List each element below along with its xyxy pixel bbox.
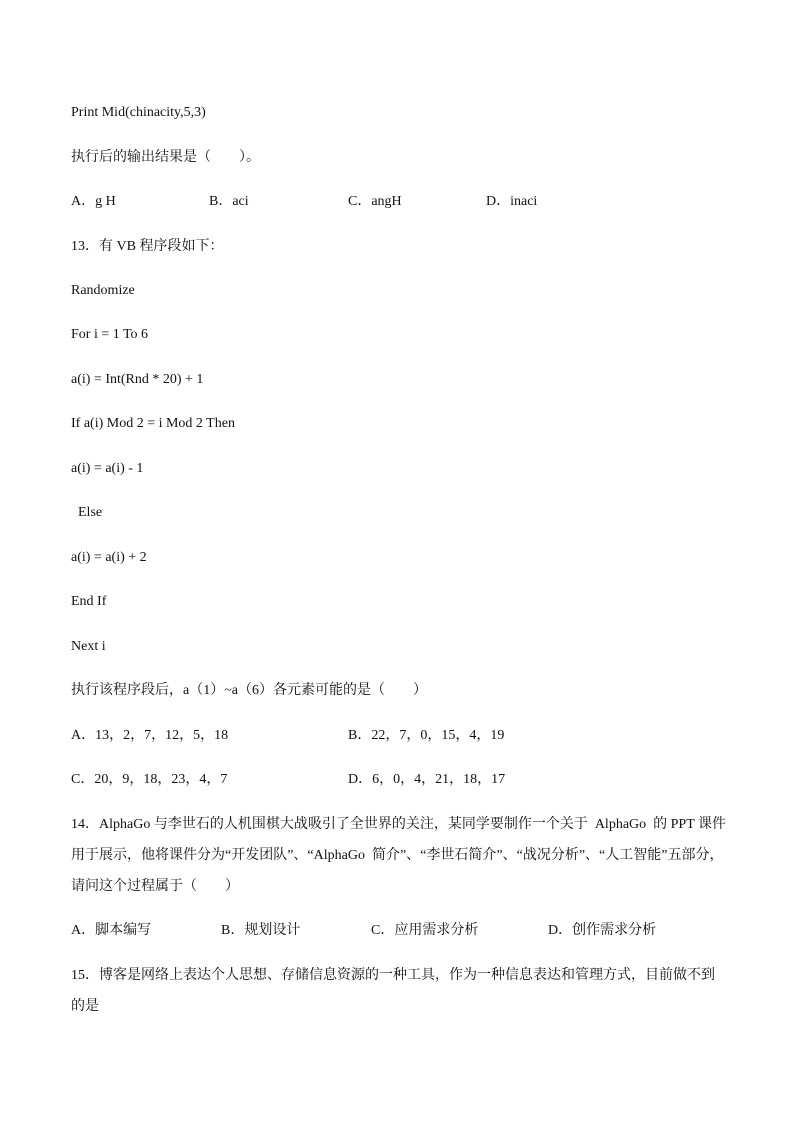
q15-stem-line: 15．博客是网络上表达个人思想、存储信息资源的一种工具，作为一种信息表达和管理方式，目前做不到	[71, 968, 715, 983]
q12-option-a: A．g H	[71, 194, 116, 209]
q13-code-line: a(i) = a(i) + 2	[71, 550, 147, 565]
q13-code-line: End If	[71, 594, 107, 609]
q12-code-line: Print Mid(chinacity,5,3)	[71, 105, 206, 120]
q13-code-line: For i = 1 To 6	[71, 327, 149, 342]
q13-code-line: Randomize	[71, 283, 135, 298]
q13-title: 13．有 VB 程序段如下：	[71, 239, 224, 254]
q13-code-line: a(i) = Int(Rnd * 20) + 1	[71, 372, 204, 387]
q12-stem: 执行后的输出结果是（ ）。	[71, 150, 260, 165]
q12-option-d: D．inaci	[486, 194, 538, 209]
q13-option-c: C．20，9，18，23，4，7	[71, 772, 228, 787]
q12-option-c: C．angH	[348, 194, 402, 209]
q12-option-b: B．aci	[209, 194, 249, 209]
q13-code-line: Next i	[71, 639, 106, 654]
q13-option-d: D．6，0，4，21，18，17	[348, 772, 506, 787]
q14-stem-line: 14．AlphaGo 与李世石的人机围棋大战吸引了全世界的关注，某同学要制作一个关于 AlphaGo 的 PPT 课件	[71, 817, 727, 832]
q14-stem-line: 用于展示，他将课件分为“开发团队”、“AlphaGo 简介”、“李世石简介”、“战况分析”、“人工智能”五部分，	[71, 848, 724, 863]
q14-option-b: B．规划设计	[221, 923, 301, 938]
q14-stem-line: 请问这个过程属于（ ）	[71, 879, 239, 894]
q14-option-a: A．脚本编写	[71, 923, 152, 938]
q13-code-line: a(i) = a(i) - 1	[71, 461, 144, 476]
q13-code-line: If a(i) Mod 2 = i Mod 2 Then	[71, 416, 235, 431]
q14-option-d: D．创作需求分析	[548, 923, 657, 938]
q15-stem-line: 的是	[71, 999, 99, 1014]
q13-code-line: Else	[71, 505, 103, 520]
q14-option-c: C．应用需求分析	[371, 923, 479, 938]
q13-option-a: A．13，2，7，12，5，18	[71, 728, 229, 743]
q13-stem: 执行该程序段后，a（1）~a（6）各元素可能的是（ ）	[71, 683, 428, 698]
q13-option-b: B．22，7，0，15，4，19	[348, 728, 505, 743]
